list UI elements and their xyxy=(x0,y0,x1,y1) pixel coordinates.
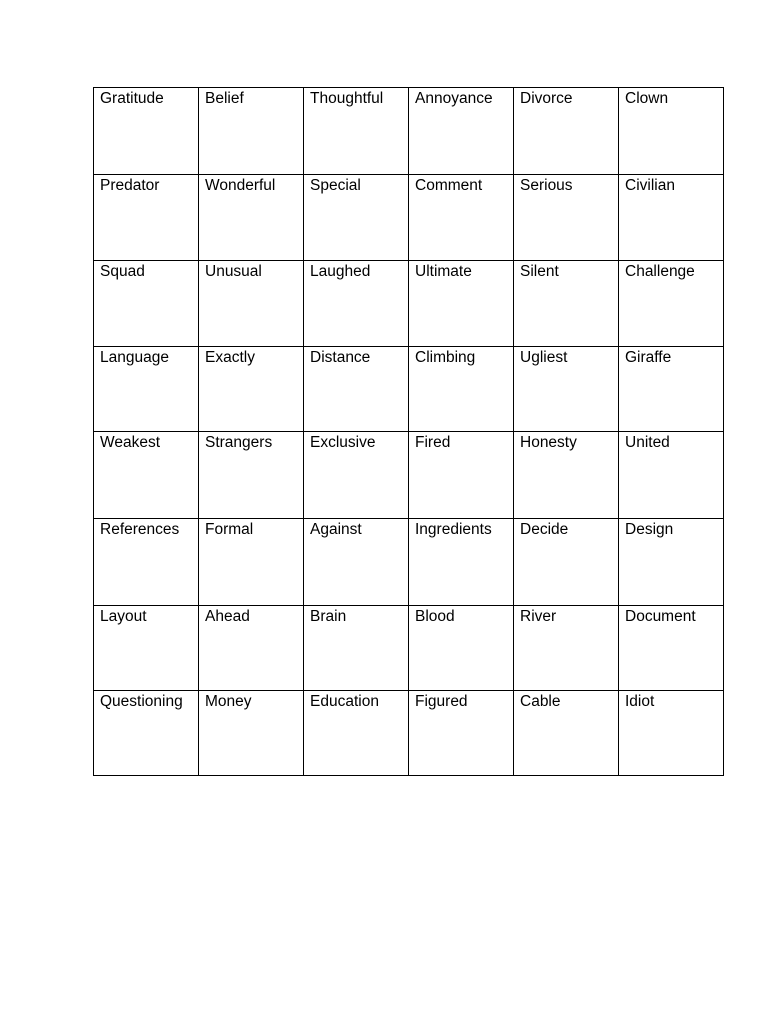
table-row xyxy=(94,519,724,606)
table-cell: Ingredients xyxy=(409,519,514,606)
table-cell: Climbing xyxy=(409,347,514,432)
table-row xyxy=(94,88,724,175)
table-cell: Formal xyxy=(199,519,304,606)
table-cell: Honesty xyxy=(514,432,619,519)
table-cell: Decide xyxy=(514,519,619,606)
table-cell: Gratitude xyxy=(94,88,199,175)
table-cell: Cable xyxy=(514,691,619,776)
table-row xyxy=(94,261,724,347)
table-cell: Ahead xyxy=(199,606,304,691)
table-cell: Weakest xyxy=(94,432,199,519)
table-cell: Layout xyxy=(94,606,199,691)
table-cell: Exactly xyxy=(199,347,304,432)
table-cell: Distance xyxy=(304,347,409,432)
table-cell: Money xyxy=(199,691,304,776)
table-cell: Wonderful xyxy=(199,175,304,261)
word-table xyxy=(93,87,724,776)
table-row xyxy=(94,432,724,519)
table-cell: Special xyxy=(304,175,409,261)
table-cell: Ultimate xyxy=(409,261,514,347)
table-cell: Silent xyxy=(514,261,619,347)
table-row xyxy=(94,606,724,691)
table-cell: River xyxy=(514,606,619,691)
table-cell: United xyxy=(619,432,724,519)
table-cell: Predator xyxy=(94,175,199,261)
table-cell: Against xyxy=(304,519,409,606)
table-cell: Squad xyxy=(94,261,199,347)
table-cell: Clown xyxy=(619,88,724,175)
table-row xyxy=(94,347,724,432)
table-cell: Figured xyxy=(409,691,514,776)
table-cell: Annoyance xyxy=(409,88,514,175)
table-cell: Exclusive xyxy=(304,432,409,519)
table-cell: Unusual xyxy=(199,261,304,347)
table-cell: Education xyxy=(304,691,409,776)
table-cell: Comment xyxy=(409,175,514,261)
table-row xyxy=(94,691,724,776)
table-cell: Giraffe xyxy=(619,347,724,432)
table-cell: Brain xyxy=(304,606,409,691)
table-cell: Serious xyxy=(514,175,619,261)
table-cell: References xyxy=(94,519,199,606)
table-cell: Divorce xyxy=(514,88,619,175)
table-cell: Idiot xyxy=(619,691,724,776)
table-cell: Laughed xyxy=(304,261,409,347)
table-cell: Language xyxy=(94,347,199,432)
table-cell: Design xyxy=(619,519,724,606)
table-cell: Ugliest xyxy=(514,347,619,432)
table-cell: Challenge xyxy=(619,261,724,347)
table-cell: Fired xyxy=(409,432,514,519)
table-cell: Blood xyxy=(409,606,514,691)
table-cell: Thoughtful xyxy=(304,88,409,175)
table-cell: Belief xyxy=(199,88,304,175)
table-cell: Strangers xyxy=(199,432,304,519)
table-cell: Questioning xyxy=(94,691,199,776)
table-cell: Document xyxy=(619,606,724,691)
table-cell: Civilian xyxy=(619,175,724,261)
table-row xyxy=(94,175,724,261)
